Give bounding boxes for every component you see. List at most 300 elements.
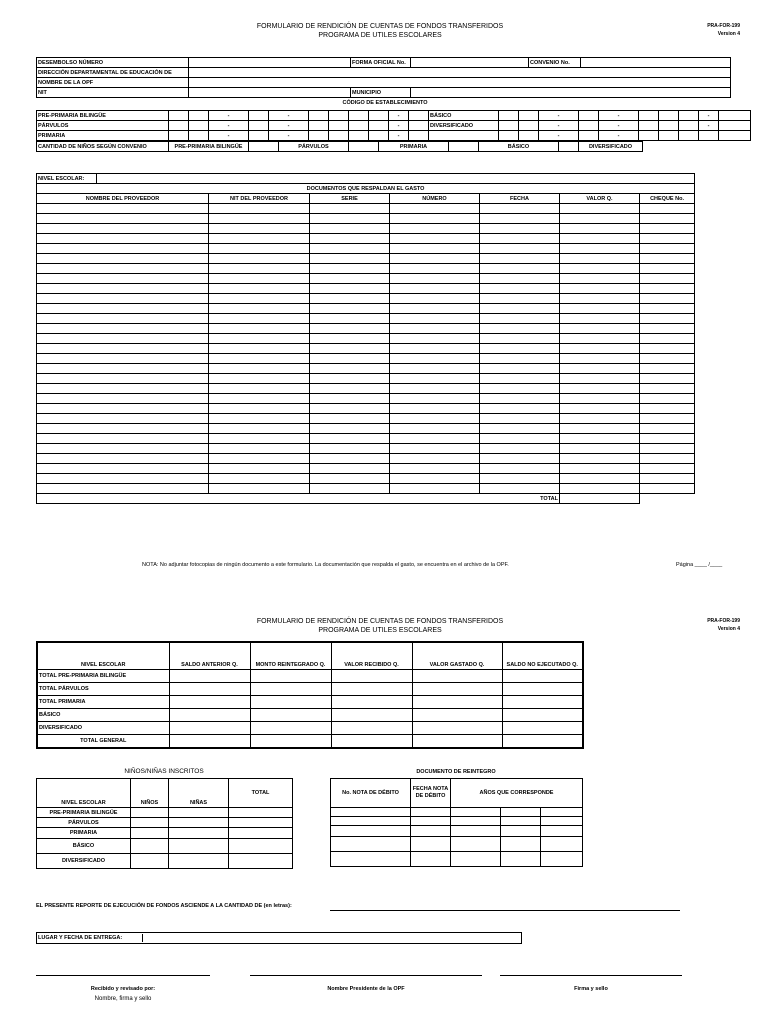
doc-cell[interactable] — [37, 214, 209, 224]
inscritos-cell[interactable] — [229, 828, 293, 839]
doc-cell[interactable] — [640, 454, 695, 464]
doc-cell[interactable] — [209, 444, 310, 454]
doc-cell[interactable] — [37, 204, 209, 214]
reintegro-cell[interactable] — [541, 817, 583, 826]
doc-cell[interactable] — [560, 394, 640, 404]
sum-col-recibido: VALOR RECIBIDO Q. — [331, 642, 412, 670]
inscritos-cell[interactable] — [229, 818, 293, 828]
doc-cell[interactable] — [480, 324, 560, 334]
doc-cell[interactable] — [37, 454, 209, 464]
doc-cell[interactable] — [640, 324, 695, 334]
doc-cell[interactable] — [310, 484, 390, 494]
reintegro-cell[interactable] — [501, 817, 541, 826]
doc-cell[interactable] — [310, 324, 390, 334]
doc-cell[interactable] — [37, 464, 209, 474]
doc-cell[interactable] — [480, 224, 560, 234]
inscritos-cell[interactable] — [229, 839, 293, 854]
doc-cell[interactable] — [209, 374, 310, 384]
form-title-line1: FORMULARIO DE RENDICIÓN DE CUENTAS DE FONDOS TRANSFERIDOS — [256, 618, 504, 625]
doc-cell[interactable] — [640, 234, 695, 244]
doc-cell[interactable] — [310, 294, 390, 304]
doc-cell[interactable] — [209, 294, 310, 304]
summary-cell[interactable] — [502, 722, 583, 735]
doc-cell[interactable] — [209, 304, 310, 314]
reintegro-cell[interactable] — [541, 837, 583, 852]
doc-cell[interactable] — [390, 404, 480, 414]
doc-cell[interactable] — [390, 444, 480, 454]
doc-cell[interactable] — [390, 224, 480, 234]
inscritos-cell[interactable] — [169, 818, 229, 828]
doc-cell[interactable] — [390, 354, 480, 364]
doc-cell[interactable] — [209, 474, 310, 484]
summary-cell[interactable] — [169, 696, 250, 709]
nivel-field[interactable] — [97, 174, 695, 184]
doc-cell[interactable] — [390, 374, 480, 384]
doc-cell[interactable] — [209, 394, 310, 404]
doc-cell[interactable] — [640, 444, 695, 454]
forma-field[interactable] — [411, 58, 529, 68]
summary-cell[interactable] — [250, 683, 331, 696]
doc-cell[interactable] — [310, 274, 390, 284]
doc-cell[interactable] — [480, 204, 560, 214]
doc-cell[interactable] — [480, 314, 560, 324]
doc-cell[interactable] — [640, 354, 695, 364]
total-field[interactable] — [560, 494, 640, 504]
doc-cell[interactable] — [37, 334, 209, 344]
reintegro-cell[interactable] — [411, 808, 451, 817]
summary-cell[interactable] — [412, 683, 502, 696]
doc-cell[interactable] — [560, 274, 640, 284]
doc-cell[interactable] — [640, 304, 695, 314]
parvulos-label: PÁRVULOS — [37, 121, 169, 131]
doc-cell[interactable] — [480, 454, 560, 464]
doc-cell[interactable] — [390, 474, 480, 484]
doc-cell[interactable] — [209, 454, 310, 464]
doc-cell[interactable] — [560, 444, 640, 454]
doc-cell[interactable] — [310, 284, 390, 294]
doc-cell[interactable] — [480, 334, 560, 344]
doc-cell[interactable] — [640, 384, 695, 394]
doc-cell[interactable] — [310, 434, 390, 444]
inscritos-cell[interactable] — [229, 854, 293, 869]
summary-row-label: TOTAL PRIMARIA — [37, 696, 169, 709]
doc-cell[interactable] — [209, 344, 310, 354]
doc-cell[interactable] — [209, 234, 310, 244]
direccion-field[interactable] — [189, 68, 731, 78]
doc-cell[interactable] — [640, 224, 695, 234]
doc-cell[interactable] — [37, 284, 209, 294]
doc-cell[interactable] — [560, 364, 640, 374]
inscritos-cell[interactable] — [169, 828, 229, 839]
summary-cell[interactable] — [412, 722, 502, 735]
desembolso-field[interactable] — [189, 58, 351, 68]
doc-cell[interactable] — [640, 374, 695, 384]
doc-cell[interactable] — [209, 314, 310, 324]
doc-cell[interactable] — [209, 384, 310, 394]
doc-cell[interactable] — [37, 394, 209, 404]
doc-cell[interactable] — [480, 464, 560, 474]
doc-row — [37, 204, 695, 214]
summary-cell[interactable] — [331, 683, 412, 696]
doc-cell[interactable] — [310, 374, 390, 384]
doc-cell[interactable] — [310, 354, 390, 364]
opf-field[interactable] — [189, 78, 731, 88]
doc-cell[interactable] — [390, 254, 480, 264]
doc-cell[interactable] — [560, 454, 640, 464]
inscritos-cell[interactable] — [131, 839, 169, 854]
doc-cell[interactable] — [37, 354, 209, 364]
reintegro-cell[interactable] — [501, 852, 541, 867]
doc-cell[interactable] — [560, 214, 640, 224]
doc-cell[interactable] — [390, 324, 480, 334]
doc-cell[interactable] — [560, 264, 640, 274]
doc-cell[interactable] — [209, 354, 310, 364]
doc-cell[interactable] — [480, 434, 560, 444]
summary-cell[interactable] — [502, 709, 583, 722]
doc-cell[interactable] — [37, 264, 209, 274]
doc-cell[interactable] — [390, 294, 480, 304]
doc-cell[interactable] — [209, 334, 310, 344]
doc-cell[interactable] — [480, 384, 560, 394]
doc-cell[interactable] — [209, 404, 310, 414]
doc-cell[interactable] — [310, 304, 390, 314]
doc-cell[interactable] — [310, 264, 390, 274]
doc-cell[interactable] — [37, 384, 209, 394]
doc-cell[interactable] — [390, 384, 480, 394]
summary-cell[interactable] — [331, 735, 412, 749]
doc-cell[interactable] — [390, 244, 480, 254]
cantidad-field[interactable] — [449, 142, 479, 152]
doc-cell[interactable] — [560, 244, 640, 254]
sum-col-nivel: NIVEL ESCOLAR — [37, 642, 169, 670]
doc-cell[interactable] — [310, 344, 390, 354]
doc-cell[interactable] — [209, 274, 310, 284]
summary-cell[interactable] — [169, 683, 250, 696]
doc-cell[interactable] — [390, 214, 480, 224]
reintegro-cell[interactable] — [541, 808, 583, 817]
doc-cell[interactable] — [480, 354, 560, 364]
doc-cell[interactable] — [640, 364, 695, 374]
reintegro-cell[interactable] — [331, 852, 411, 867]
doc-cell[interactable] — [390, 414, 480, 424]
cantidad-field[interactable] — [249, 142, 279, 152]
doc-cell[interactable] — [37, 324, 209, 334]
doc-cell[interactable] — [209, 244, 310, 254]
doc-cell[interactable] — [209, 214, 310, 224]
doc-cell[interactable] — [37, 344, 209, 354]
doc-cell[interactable] — [640, 404, 695, 414]
doc-cell[interactable] — [560, 204, 640, 214]
doc-cell[interactable] — [37, 234, 209, 244]
doc-cell[interactable] — [640, 294, 695, 304]
doc-cell[interactable] — [560, 344, 640, 354]
summary-cell[interactable] — [412, 735, 502, 749]
doc-cell[interactable] — [480, 244, 560, 254]
inscritos-cell[interactable] — [169, 808, 229, 818]
summary-cell[interactable] — [412, 709, 502, 722]
cantidad-field[interactable] — [349, 142, 379, 152]
doc-cell[interactable] — [640, 334, 695, 344]
doc-cell[interactable] — [640, 254, 695, 264]
doc-cell[interactable] — [310, 404, 390, 414]
inscritos-cell[interactable] — [131, 828, 169, 839]
doc-cell[interactable] — [640, 474, 695, 484]
doc-cell[interactable] — [209, 414, 310, 424]
doc-cell[interactable] — [390, 234, 480, 244]
reintegro-cell[interactable] — [541, 852, 583, 867]
monto-line[interactable] — [330, 900, 680, 911]
doc-cell[interactable] — [209, 264, 310, 274]
doc-cell[interactable] — [310, 204, 390, 214]
doc-cell[interactable] — [37, 414, 209, 424]
doc-cell[interactable] — [310, 364, 390, 374]
doc-cell[interactable] — [209, 424, 310, 434]
doc-cell[interactable] — [390, 304, 480, 314]
reintegro-cell[interactable] — [541, 826, 583, 837]
doc-cell[interactable] — [560, 404, 640, 414]
doc-cell[interactable] — [560, 224, 640, 234]
reintegro-cell[interactable] — [501, 826, 541, 837]
doc-cell[interactable] — [37, 224, 209, 234]
doc-cell[interactable] — [310, 444, 390, 454]
doc-cell[interactable] — [390, 344, 480, 354]
doc-row — [37, 304, 695, 314]
reintegro-cell[interactable] — [451, 837, 501, 852]
doc-cell[interactable] — [560, 434, 640, 444]
doc-cell[interactable] — [310, 464, 390, 474]
doc-cell[interactable] — [209, 284, 310, 294]
doc-cell[interactable] — [390, 464, 480, 474]
reintegro-cell[interactable] — [411, 826, 451, 837]
doc-cell[interactable] — [390, 394, 480, 404]
doc-cell[interactable] — [640, 314, 695, 324]
doc-cell[interactable] — [560, 384, 640, 394]
doc-cell[interactable] — [560, 324, 640, 334]
nit-field[interactable] — [189, 88, 351, 98]
reintegro-cell[interactable] — [451, 852, 501, 867]
summary-cell[interactable] — [250, 670, 331, 683]
doc-cell[interactable] — [560, 424, 640, 434]
doc-cell[interactable] — [37, 314, 209, 324]
summary-cell[interactable] — [331, 696, 412, 709]
doc-cell[interactable] — [390, 204, 480, 214]
summary-cell[interactable] — [502, 696, 583, 709]
reintegro-cell[interactable] — [331, 817, 411, 826]
summary-cell[interactable] — [412, 696, 502, 709]
doc-cell[interactable] — [480, 344, 560, 354]
reintegro-cell[interactable] — [451, 817, 501, 826]
doc-cell[interactable] — [560, 314, 640, 324]
doc-cell[interactable] — [37, 294, 209, 304]
doc-cell[interactable] — [640, 284, 695, 294]
doc-cell[interactable] — [390, 284, 480, 294]
summary-cell[interactable] — [169, 709, 250, 722]
doc-cell[interactable] — [480, 254, 560, 264]
doc-cell[interactable] — [480, 374, 560, 384]
doc-cell[interactable] — [480, 214, 560, 224]
doc-cell[interactable] — [37, 254, 209, 264]
inscritos-cell[interactable] — [131, 818, 169, 828]
doc-cell[interactable] — [480, 424, 560, 434]
doc-cell[interactable] — [390, 274, 480, 284]
convenio-field[interactable] — [581, 58, 731, 68]
summary-cell[interactable] — [250, 735, 331, 749]
inscritos-cell[interactable] — [229, 808, 293, 818]
summary-row — [37, 709, 583, 722]
doc-cell[interactable] — [640, 414, 695, 424]
cantidad-field[interactable] — [559, 142, 579, 152]
doc-cell[interactable] — [310, 224, 390, 234]
summary-cell[interactable] — [250, 722, 331, 735]
doc-cell[interactable] — [37, 244, 209, 254]
doc-cell[interactable] — [560, 464, 640, 474]
doc-cell[interactable] — [37, 424, 209, 434]
doc-cell[interactable] — [310, 474, 390, 484]
doc-cell[interactable] — [480, 364, 560, 374]
summary-cell[interactable] — [250, 709, 331, 722]
doc-cell[interactable] — [640, 274, 695, 284]
doc-cell[interactable] — [480, 294, 560, 304]
doc-cell[interactable] — [310, 334, 390, 344]
doc-cell[interactable] — [37, 304, 209, 314]
doc-cell[interactable] — [37, 274, 209, 284]
summary-cell[interactable] — [331, 722, 412, 735]
doc-cell[interactable] — [37, 404, 209, 414]
doc-cell[interactable] — [640, 264, 695, 274]
doc-cell[interactable] — [640, 424, 695, 434]
summary-cell[interactable] — [502, 670, 583, 683]
summary-cell[interactable] — [169, 670, 250, 683]
doc-cell[interactable] — [640, 344, 695, 354]
summary-cell[interactable] — [502, 735, 583, 749]
reintegro-cell[interactable] — [451, 826, 501, 837]
doc-cell[interactable] — [560, 484, 640, 494]
doc-cell[interactable] — [640, 244, 695, 254]
doc-cell[interactable] — [37, 374, 209, 384]
col-proveedor: NOMBRE DEL PROVEEDOR — [37, 194, 209, 204]
doc-cell[interactable] — [480, 264, 560, 274]
doc-cell[interactable] — [480, 484, 560, 494]
doc-cell[interactable] — [37, 474, 209, 484]
doc-cell[interactable] — [209, 484, 310, 494]
doc-cell[interactable] — [560, 334, 640, 344]
doc-cell[interactable] — [390, 264, 480, 274]
summary-cell[interactable] — [331, 709, 412, 722]
doc-cell[interactable] — [390, 364, 480, 374]
summary-cell[interactable] — [331, 670, 412, 683]
doc-cell[interactable] — [37, 364, 209, 374]
doc-cell[interactable] — [480, 404, 560, 414]
doc-cell[interactable] — [37, 444, 209, 454]
doc-cell[interactable] — [560, 304, 640, 314]
doc-cell[interactable] — [209, 364, 310, 374]
doc-cell[interactable] — [310, 394, 390, 404]
doc-cell[interactable] — [560, 284, 640, 294]
doc-cell[interactable] — [560, 474, 640, 484]
inscritos-cell[interactable] — [169, 839, 229, 854]
inscritos-cell[interactable] — [131, 808, 169, 818]
reintegro-cell[interactable] — [411, 852, 451, 867]
doc-cell[interactable] — [480, 274, 560, 284]
doc-cell[interactable] — [390, 314, 480, 324]
doc-cell[interactable] — [310, 384, 390, 394]
doc-cell[interactable] — [209, 464, 310, 474]
doc-cell[interactable] — [560, 354, 640, 364]
reintegro-cell[interactable] — [411, 817, 451, 826]
doc-cell[interactable] — [560, 294, 640, 304]
doc-cell[interactable] — [310, 234, 390, 244]
doc-cell[interactable] — [480, 394, 560, 404]
inscritos-cell[interactable] — [169, 854, 229, 869]
lugar-field[interactable] — [144, 933, 521, 943]
doc-cell[interactable] — [480, 474, 560, 484]
doc-cell[interactable] — [480, 304, 560, 314]
reintegro-cell[interactable] — [501, 808, 541, 817]
inscritos-cell[interactable] — [131, 854, 169, 869]
doc-cell[interactable] — [560, 374, 640, 384]
doc-cell[interactable] — [560, 234, 640, 244]
doc-cell[interactable] — [37, 484, 209, 494]
doc-cell[interactable] — [310, 244, 390, 254]
reintegro-cell[interactable] — [411, 837, 451, 852]
doc-cell[interactable] — [640, 204, 695, 214]
reintegro-cell[interactable] — [331, 837, 411, 852]
doc-cell[interactable] — [310, 314, 390, 324]
doc-cell[interactable] — [390, 484, 480, 494]
doc-cell[interactable] — [37, 434, 209, 444]
doc-cell[interactable] — [640, 394, 695, 404]
doc-cell[interactable] — [209, 204, 310, 214]
doc-cell[interactable] — [310, 424, 390, 434]
summary-cell[interactable] — [412, 670, 502, 683]
doc-cell[interactable] — [640, 434, 695, 444]
doc-cell[interactable] — [480, 284, 560, 294]
doc-cell[interactable] — [640, 464, 695, 474]
doc-cell[interactable] — [390, 424, 480, 434]
doc-cell[interactable] — [209, 224, 310, 234]
doc-cell[interactable] — [640, 214, 695, 224]
doc-cell[interactable] — [209, 434, 310, 444]
summary-cell[interactable] — [250, 696, 331, 709]
doc-cell[interactable] — [560, 414, 640, 424]
doc-cell[interactable] — [310, 414, 390, 424]
doc-cell[interactable] — [480, 234, 560, 244]
doc-cell[interactable] — [390, 434, 480, 444]
dash: - — [389, 121, 409, 131]
doc-cell[interactable] — [640, 484, 695, 494]
doc-cell[interactable] — [390, 334, 480, 344]
doc-cell[interactable] — [209, 324, 310, 334]
reintegro-cell[interactable] — [501, 837, 541, 852]
summary-cell[interactable] — [502, 683, 583, 696]
summary-cell[interactable] — [169, 735, 250, 749]
reintegro-cell[interactable] — [331, 826, 411, 837]
dash: - — [389, 111, 409, 121]
reintegro-cell[interactable] — [331, 808, 411, 817]
summary-cell[interactable] — [169, 722, 250, 735]
doc-cell[interactable] — [310, 254, 390, 264]
doc-cell[interactable] — [310, 214, 390, 224]
doc-cell[interactable] — [560, 254, 640, 264]
direccion-label: DIRECCIÓN DEPARTAMENTAL DE EDUCACIÓN DE — [37, 68, 189, 78]
doc-cell[interactable] — [390, 454, 480, 464]
reintegro-cell[interactable] — [451, 808, 501, 817]
doc-cell[interactable] — [310, 454, 390, 464]
municipio-field[interactable] — [411, 88, 731, 98]
doc-cell[interactable] — [480, 444, 560, 454]
doc-cell[interactable] — [209, 254, 310, 264]
doc-cell[interactable] — [480, 414, 560, 424]
